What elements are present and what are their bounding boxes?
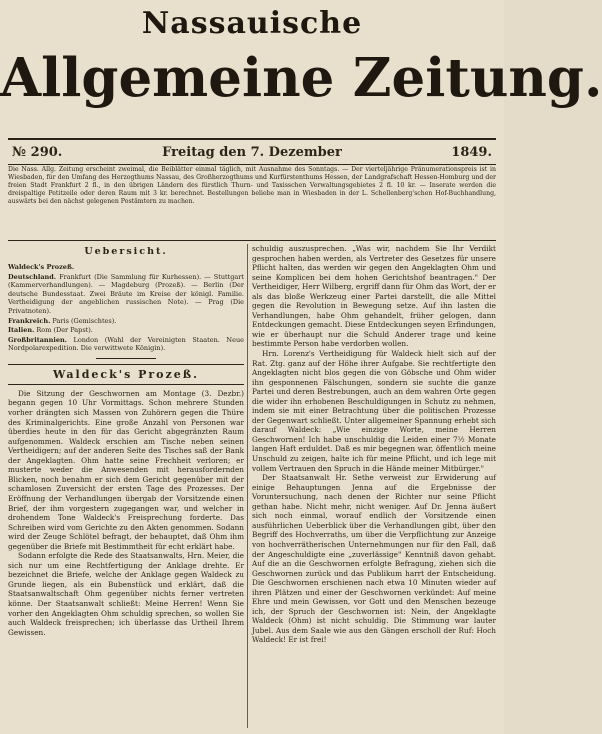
left-article-body [8, 389, 244, 637]
dateline [8, 143, 496, 163]
overview-entry-head: Waldeck's Prozeß. [8, 263, 75, 271]
overview-entry [8, 317, 244, 326]
left-column [8, 244, 244, 728]
overview-entry-head: Frankreich. [8, 316, 51, 325]
overview-list [8, 263, 244, 353]
overview-entry [8, 326, 244, 335]
article-paragraph: schuldig auszusprechen. „Was wir, nachdem Sie Ihr Verdikt gesprochen haben werden, als Vertreter des Gesetzes für unsere Pflicht halten, das werden wir gegen den Angeklagten Ohm und seine Komplicen bei dem hohen Gerichtshof beantragen." Der Vertheidiger, Herr Wilberg, ergriff dann für Ohm das Wort, der er als das bloße Werkzeug einer Partei darstellt, die alle Mittel gegen die Revolution in Bewegung setze. Auf ihn lasten die Verhandlungen, habe Ohm gehandelt, früher gelogen, dann Entdeckungen gemacht. Diese Entdeckungen seyen Erfindungen, wie er überhaupt nur die Schuld Anderer trage und keine bestimmte Person habe verdorben wollen. [252, 244, 496, 349]
masthead-main-line: Allgemeine Zeitung. [0, 47, 602, 109]
issue-number: № 290. [12, 145, 63, 160]
overview-rule [96, 358, 156, 359]
overview-entry [8, 336, 244, 353]
overview-entry-text: Frankfurt (Die Sammlung für Kurhessen). — Stuttgart (Kammerverhandlungen). — Magdeburg (Prozeß). — Berlin (Der deutsche Bundesstaat. Zwei Bräute im Kreise der königl. Familie. Vertheidigung der angeblichen russischen Note). — Prag (Die Privatnoten). [8, 272, 244, 315]
column-separator [247, 244, 248, 728]
dateline-rule-bottom [8, 164, 496, 165]
article-title: Waldeck's Prozeß. [8, 364, 244, 385]
overview-entry-head: Italien. [8, 326, 35, 335]
article-paragraph: Der Staatsanwalt Hr. Sethe verweist zur Erwiderung auf einige Behauptungen Jenna auf die Ergebnisse der Voruntersuchung, nach denen der Richter nur seine Pflicht gethan habe. Nicht mehr, nicht weniger. Auf Dr. Jenna äußert sich noch einmal, worauf endlich der Vorsitzende einen ausführlichen Ueberblick über die Verhandlungen gibt, über den Begriff des Hochverraths, um über die Verpflichtung zur Anzeige von hochverrätherischen Unternehmungen nur für den Fall, daß der Angeschuldigte eine „zuverlässige" Kenntniß davon gehabt. Auf die an die Geschwornen erfolgte Befragung, ziehen sich die Geschwornen zurück und das Publikum harrt der Entscheidung. Die Geschwornen erschienen nach etwa 10 Minuten wieder auf ihren Plätzen und einer der Geschwornen verkündet: Auf meine Ehre und mein Gewissen, vor Gott und den Menschen bezeuge ich, der Spruch der Geschwornen ist: Nein, der Angeklagte Waldeck (Ohm) ist nicht schuldig. Die Stimmung war lauter Jubel. Aus dem Saale wie aus den Gängen erscholl der Ruf: Hoch Waldeck! Er ist frei! [252, 473, 496, 645]
subscription-notice: Die Nass. Allg. Zeitung erscheint zweimal, die Beiblätter einmal täglich, mit Ausnahme des Sonntags. — Der vierteljährige Pränumerationspreis ist in Wiesbaden, für den Umfang des Herzogthums Nassau, des Großherzogthums und Kurfürstenthums Hessen, der Landgrafschaft Hessen-Homburg und der freien Stadt Frankfurt 2 fl., in den übrigen Ländern des fürstlich Thurn- und Taxisschen Verwaltungsgebietes 2 fl. 10 kr. — Inserate werden die dreispaltige Petitzeile oder deren Raum mit 3 kr. berechnet. Bestellungen beliebe man in Wiesbaden in der L. Schellenberg'schen Hof-Buchhandlung, auswärts bei den nächst gelegenen Postämtern zu machen. [8, 166, 496, 206]
article-paragraph: Sodann erfolgte die Rede des Staatsanwalts, Hrn. Meier, die sich nur um eine Rechtfertigung der Anklage drehte. Er bezeichnet die Briefe, welche der Anklage gegen Waldeck zu Grunde liegen, als ein Bubenstück und erklärt, daß die Staatsanwaltschaft Ohm gegenüber nichts ferner vertreten könne. Der Staatsanwalt schließt: Meine Herren! Wenn Sie vorher den Angeklagten Ohm schuldig sprechen, so wollen Sie auch Waldeck freisprechen; ich überlasse das Urtheil Ihrem Gewissen. [8, 551, 244, 637]
notice-rule-bottom [8, 240, 496, 241]
masthead-rule-top [8, 138, 496, 140]
masthead-top-line: Nassauische [141, 6, 363, 41]
overview-title: Uebersicht. [84, 246, 168, 257]
right-column [252, 244, 496, 728]
overview-entry-text: Paris (Gemischtes). [52, 316, 117, 325]
overview-entry-text: Rom (Der Papst). [36, 326, 93, 335]
overview-entry-head: Großbritannien. [8, 335, 67, 344]
issue-date: Freitag den 7. Dezember [162, 145, 342, 160]
issue-year: 1849. [451, 145, 492, 160]
article-paragraph: Die Sitzung der Geschwornen am Montage (3. Dezbr.) begann gegen 10 Uhr Vormittags. Schon mehrere Stunden vorher drängten sich Massen von Zuhörern gegen die Thüre des Kriminalgerichts. Eine große Anzahl von Personen war überdies heute in den für das Gericht abgegränzten Raum aufgenommen. Waldeck erschien am Tische neben seinen Vertheidigern; auf der anderen Seite des Tisches saß der Bank der Angeklagten. Ohm hatte seine Frechheit verloren; er musterte weder die Anwesenden mit herausfordernden Blicken, noch benahm er sich dem Gericht gegenüber mit der schamlosen Zuversicht der ersten Tage des Prozesses. Der Eröffnung der Verhandlungen übergab der Vorsitzende einen Brief, der ihm vorgestern zugegangen war, und welcher in drohendem Tone Waldeck's Freisprechung forderte. Das Schreiben wird vom Gerichte zu den Akten genommen. Sodann wird der Zeuge Schlötel befragt, der behauptet, daß Ohm ihm gegenüber die Briefe mit Bestimmtheit für echt erklärt habe. [8, 388, 244, 551]
article-paragraph: Hrn. Lorenz's Vertheidigung für Waldeck hielt sich auf der Rat. Ztg. ganz auf der Höhe ihrer Aufgabe. Sie rechtfertigte den Angeklagten nicht blos gegen die von Göbsche und Ohm wider ihn gesponnenen Fälschungen, sondern sie suchte die ganze Partei und deren Bestrebungen, auch an dem wahren Orte gegen die wider ihn erhobenen Beschuldigungen in Schutz zu nehmen, indem sie mit einer Betrachtung über die politischen Prozesse der Gegenwart schließt. Unter allgemeiner Spannung erhebt sich darauf Waldeck: „Wie einzige Worte, meine Herren Geschwornen! Ich habe unschuldig die Leiden einer 7½ Monate langen Haft erduldet. Daß es mir begegnen war, öffentlich meine Unschuld zu zeigen, halte ich für meine Pflicht, und ich lege mit vollem Vertrauen den Spruch in die Hände meiner Mitbürger." [252, 349, 496, 473]
right-article-body [252, 244, 496, 645]
overview-entry [8, 263, 244, 272]
overview-entry [8, 273, 244, 316]
overview-entry-head: Deutschland. [8, 272, 57, 281]
overview-entry-text: London (Wahl der Vereinigten Staaten. Neue Nordpolarexpedition. Die verwittwete Königin). [8, 335, 244, 353]
